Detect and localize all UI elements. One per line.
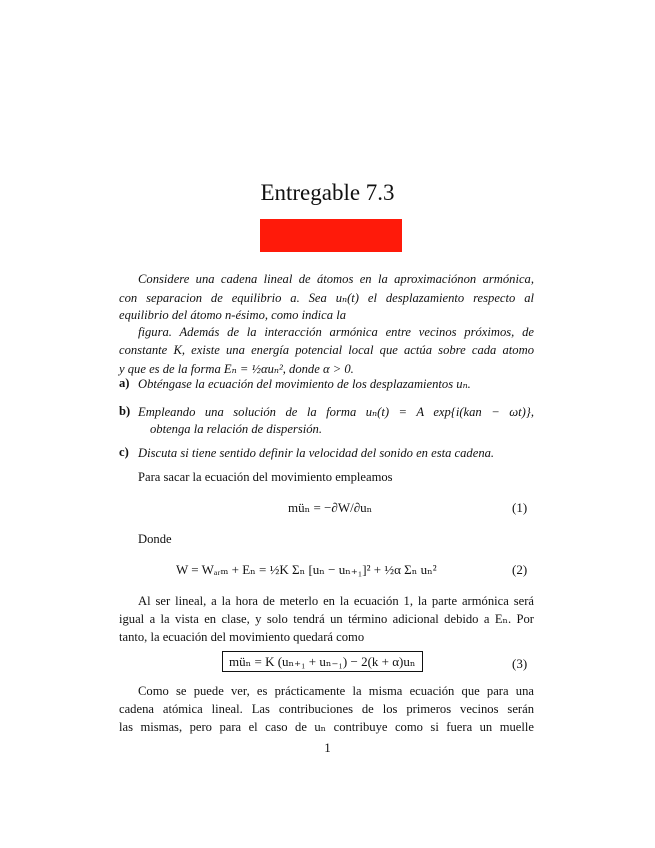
- problem-line-6: y que es de la forma Eₙ = ½αuₙ², donde α > 0.: [119, 362, 354, 376]
- equation-1-number: (1): [512, 500, 528, 515]
- document-title: Entregable 7.3: [260, 180, 395, 205]
- item-b-text-2: obtenga la relación de dispersión.: [150, 422, 322, 436]
- problem-line-5: constante K, existe una energía potencial local que actúa sobre cada atomo: [119, 343, 534, 357]
- item-c-label: c): [119, 445, 129, 459]
- problem-line-2: con separacion de equilibrio a. Sea uₙ(t) el desplazamiento respecto al: [119, 291, 534, 305]
- body-para3-line-1: Como se puede ver, es prácticamente la misma ecuación que para una: [138, 684, 534, 698]
- equation-1: müₙ = −∂W/∂uₙ: [288, 500, 373, 515]
- redacted-block: [260, 219, 402, 252]
- item-b-text-1: Empleando una solución de la forma uₙ(t) = A exp{i(kan − ωt)},: [138, 405, 534, 419]
- page-number: 1: [324, 740, 331, 755]
- problem-line-1: Considere una cadena lineal de átomos en la aproximaciónon armónica,: [138, 272, 534, 286]
- item-b-label: b): [119, 404, 131, 418]
- body-para2-line-2: igual a la vista en clase, y solo tendrá un término adicional debido a Eₙ. Por: [119, 612, 534, 626]
- body-para2-line-1: Al ser lineal, a la hora de meterlo en la ecuación 1, la parte armónica será: [138, 594, 534, 608]
- body-para3-line-3: las mismas, pero para el caso de uₙ contribuye como si fuera un muelle: [119, 720, 534, 734]
- item-c-text: Discuta si tiene sentido definir la velocidad del sonido en esta cadena.: [138, 446, 495, 460]
- equation-3: müₙ = K (uₙ₊₁ + uₙ₋₁) − 2(k + α)uₙ: [222, 651, 423, 672]
- item-a-text: Obténgase la ecuación del movimiento de los desplazamientos uₙ.: [138, 377, 471, 391]
- problem-line-4: figura. Además de la interacción armónica entre vecinos próximos, de: [138, 325, 534, 339]
- equation-2: W = Wₐᵣₘ + Eₙ = ½K Σₙ [uₙ − uₙ₊₁]² + ½α Σₙ uₙ²: [176, 562, 437, 577]
- equation-3-box: [222, 654, 423, 670]
- equation-2-number: (2): [512, 562, 528, 577]
- equation-3-number: (3): [512, 656, 528, 671]
- body-para3-line-2: cadena atómica lineal. Las contribuciones de los primeros vecinos serán: [119, 702, 534, 716]
- body-intro: Para sacar la ecuación del movimiento empleamos: [138, 470, 393, 484]
- item-a-label: a): [119, 376, 130, 390]
- body-donde: Donde: [138, 532, 172, 546]
- body-para2-line-3: tanto, la ecuación del movimiento quedará como: [119, 630, 365, 644]
- problem-line-3: equilibrio del átomo n-ésimo, como indica la: [119, 308, 347, 322]
